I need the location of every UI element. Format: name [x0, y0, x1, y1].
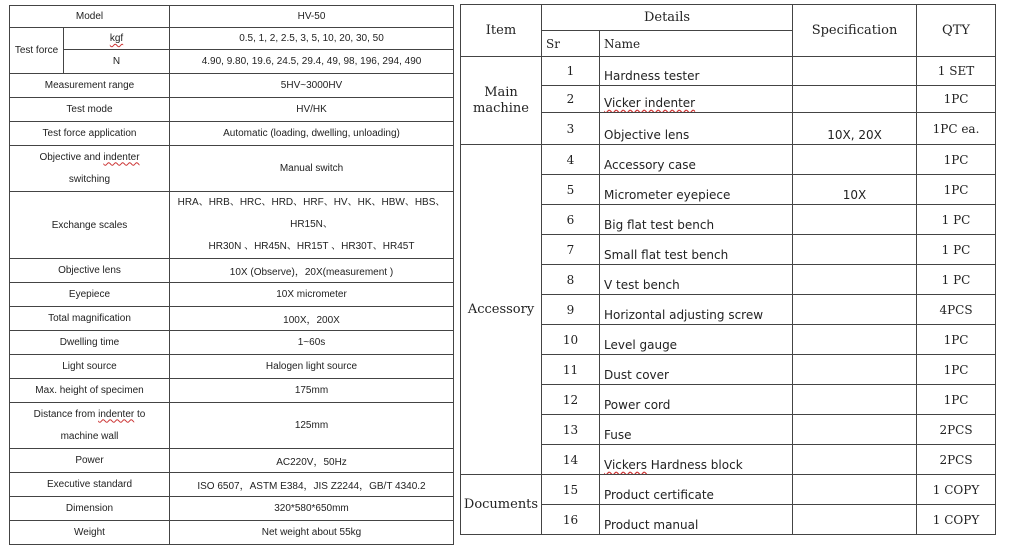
- group-documents: Documents: [461, 475, 542, 535]
- table-row: [10, 403, 454, 449]
- qty-cell: 1 PC: [917, 235, 996, 265]
- spec-cell: [793, 205, 917, 235]
- table-row: [10, 355, 454, 379]
- spec-cell: [793, 86, 917, 113]
- sr-cell: 12: [542, 385, 600, 415]
- spec-label: Objective lens: [10, 259, 170, 283]
- spec-cell: [793, 145, 917, 175]
- kgf-label: kgf: [64, 28, 170, 50]
- name-cell: Big flat test bench: [600, 205, 793, 235]
- spec-label: Test mode: [10, 98, 170, 122]
- qty-cell: 1 COPY: [917, 505, 996, 535]
- name-cell: Level gauge: [600, 325, 793, 355]
- spec-cell: 10X: [793, 175, 917, 205]
- spec-label: Max. height of specimen: [10, 379, 170, 403]
- table-row: [461, 113, 996, 145]
- spec-label: Executive standard: [10, 473, 170, 497]
- spec-value: 1~60s: [170, 331, 454, 355]
- table-row: [461, 295, 996, 325]
- distance-label: Distance from indenter to machine wall: [10, 403, 170, 449]
- group-main-machine: Main machine: [461, 57, 542, 145]
- spec-label: Weight: [10, 521, 170, 545]
- name-cell: Small flat test bench: [600, 235, 793, 265]
- spec-cell: [793, 265, 917, 295]
- table-row: [10, 122, 454, 146]
- sr-cell: 10: [542, 325, 600, 355]
- qty-cell: 1PC ea.: [917, 113, 996, 145]
- spec-value: ISO 6507，ASTM E384，JIS Z2244，GB/T 4340.2: [170, 473, 454, 497]
- spec-cell: [793, 325, 917, 355]
- sr-cell: 6: [542, 205, 600, 235]
- qty-cell: 1 PC: [917, 205, 996, 235]
- table-header-row: [461, 5, 996, 31]
- spec-label: Power: [10, 449, 170, 473]
- name-cell: Fuse: [600, 415, 793, 445]
- table-row: [10, 521, 454, 545]
- model-label: Model: [10, 6, 170, 28]
- table-row: [461, 355, 996, 385]
- table-row: [10, 497, 454, 521]
- qty-cell: 1PC: [917, 355, 996, 385]
- group-accessory: Accessory: [461, 145, 542, 475]
- name-cell: Micrometer eyepiece: [600, 175, 793, 205]
- qty-cell: 1 PC: [917, 265, 996, 295]
- qty-cell: 2PCS: [917, 445, 996, 475]
- sr-cell: 9: [542, 295, 600, 325]
- spec-label: Total magnification: [10, 307, 170, 331]
- specification-table: [9, 5, 454, 545]
- table-row: [10, 331, 454, 355]
- details-header: Details: [542, 5, 793, 31]
- spec-cell: [793, 445, 917, 475]
- spec-cell: [793, 415, 917, 445]
- spec-cell: [793, 295, 917, 325]
- spec-label: Dwelling time: [10, 331, 170, 355]
- table-row: [461, 235, 996, 265]
- switch-value: Manual switch: [170, 146, 454, 192]
- item-header: Item: [461, 5, 542, 57]
- spec-value: Net weight about 55kg: [170, 521, 454, 545]
- name-cell: Accessory case: [600, 145, 793, 175]
- table-row: [461, 445, 996, 475]
- table-row: [461, 265, 996, 295]
- spec-value: 5HV~3000HV: [170, 74, 454, 98]
- spec-cell: [793, 385, 917, 415]
- table-row: [10, 50, 454, 74]
- table-row: [461, 145, 996, 175]
- name-cell: Dust cover: [600, 355, 793, 385]
- sr-header: Sr: [542, 31, 600, 57]
- table-row: [10, 6, 454, 28]
- name-cell: Power cord: [600, 385, 793, 415]
- qty-cell: 1PC: [917, 385, 996, 415]
- sr-cell: 13: [542, 415, 600, 445]
- qty-cell: 2PCS: [917, 415, 996, 445]
- sr-cell: 16: [542, 505, 600, 535]
- spec-value: Halogen light source: [170, 355, 454, 379]
- spec-value: HV/HK: [170, 98, 454, 122]
- spec-value: 10X (Observe)，20X(measurement ): [170, 259, 454, 283]
- sr-cell: 3: [542, 113, 600, 145]
- sr-cell: 8: [542, 265, 600, 295]
- spec-cell: [793, 57, 917, 86]
- table-row: [10, 473, 454, 497]
- sr-cell: 5: [542, 175, 600, 205]
- exchange-label: Exchange scales: [10, 192, 170, 259]
- table-row: [461, 385, 996, 415]
- qty-cell: 1PC: [917, 325, 996, 355]
- spec-cell: [793, 355, 917, 385]
- packing-list-table: [460, 4, 996, 535]
- specification-header: Specification: [793, 5, 917, 57]
- name-header: Name: [600, 31, 793, 57]
- distance-value: 125mm: [170, 403, 454, 449]
- spec-value: AC220V，50Hz: [170, 449, 454, 473]
- name-cell: Vickers Hardness block: [600, 445, 793, 475]
- name-cell: Objective lens: [600, 113, 793, 145]
- spec-value: 320*580*650mm: [170, 497, 454, 521]
- test-force-label: Test force: [10, 28, 64, 74]
- table-row: [10, 28, 454, 50]
- name-cell: V test bench: [600, 265, 793, 295]
- n-value: 4.90, 9.80, 19.6, 24.5, 29.4, 49, 98, 196, 294, 490: [170, 50, 454, 74]
- qty-cell: 1 COPY: [917, 475, 996, 505]
- table-row: [10, 192, 454, 259]
- sr-cell: 4: [542, 145, 600, 175]
- table-row: [10, 283, 454, 307]
- table-row: [461, 205, 996, 235]
- spec-value: 10X micrometer: [170, 283, 454, 307]
- table-row: [10, 449, 454, 473]
- sr-cell: 2: [542, 86, 600, 113]
- switch-label: Objective and indenter switching: [10, 146, 170, 192]
- table-row: [10, 259, 454, 283]
- table-row: [10, 307, 454, 331]
- n-label: N: [64, 50, 170, 74]
- exchange-value: HRA、HRB、HRC、HRD、HRF、HV、HK、HBW、HBS、HR15N、 HR30N 、HR45N、HR15T 、HR30T、HR45T: [170, 192, 454, 259]
- name-cell: Product manual: [600, 505, 793, 535]
- table-row: [10, 379, 454, 403]
- name-cell: Hardness tester: [600, 57, 793, 86]
- spec-value: Automatic (loading, dwelling, unloading): [170, 122, 454, 146]
- table-row: [461, 415, 996, 445]
- spec-label: Light source: [10, 355, 170, 379]
- table-row: [461, 86, 996, 113]
- model-value: HV-50: [170, 6, 454, 28]
- table-row: [10, 98, 454, 122]
- spec-cell: 10X, 20X: [793, 113, 917, 145]
- table-row: [10, 146, 454, 192]
- qty-header: QTY: [917, 5, 996, 57]
- spec-label: Test force application: [10, 122, 170, 146]
- name-cell: Horizontal adjusting screw: [600, 295, 793, 325]
- spec-cell: [793, 235, 917, 265]
- spec-label: Eyepiece: [10, 283, 170, 307]
- spec-value: 100X，200X: [170, 307, 454, 331]
- qty-cell: 1PC: [917, 145, 996, 175]
- spec-value: 175mm: [170, 379, 454, 403]
- qty-cell: 4PCS: [917, 295, 996, 325]
- table-row: [461, 175, 996, 205]
- qty-cell: 1PC: [917, 86, 996, 113]
- kgf-value: 0.5, 1, 2, 2.5, 3, 5, 10, 20, 30, 50: [170, 28, 454, 50]
- sr-cell: 15: [542, 475, 600, 505]
- sr-cell: 7: [542, 235, 600, 265]
- name-cell: Product certificate: [600, 475, 793, 505]
- spec-label: Dimension: [10, 497, 170, 521]
- qty-cell: 1PC: [917, 175, 996, 205]
- spec-cell: [793, 505, 917, 535]
- spec-cell: [793, 475, 917, 505]
- sr-cell: 1: [542, 57, 600, 86]
- spec-label: Measurement range: [10, 74, 170, 98]
- sr-cell: 11: [542, 355, 600, 385]
- table-row: [461, 505, 996, 535]
- table-row: [10, 74, 454, 98]
- name-cell: Vicker indenter: [600, 86, 793, 113]
- table-row: [461, 325, 996, 355]
- table-row: [461, 57, 996, 86]
- qty-cell: 1 SET: [917, 57, 996, 86]
- sr-cell: 14: [542, 445, 600, 475]
- table-row: [461, 475, 996, 505]
